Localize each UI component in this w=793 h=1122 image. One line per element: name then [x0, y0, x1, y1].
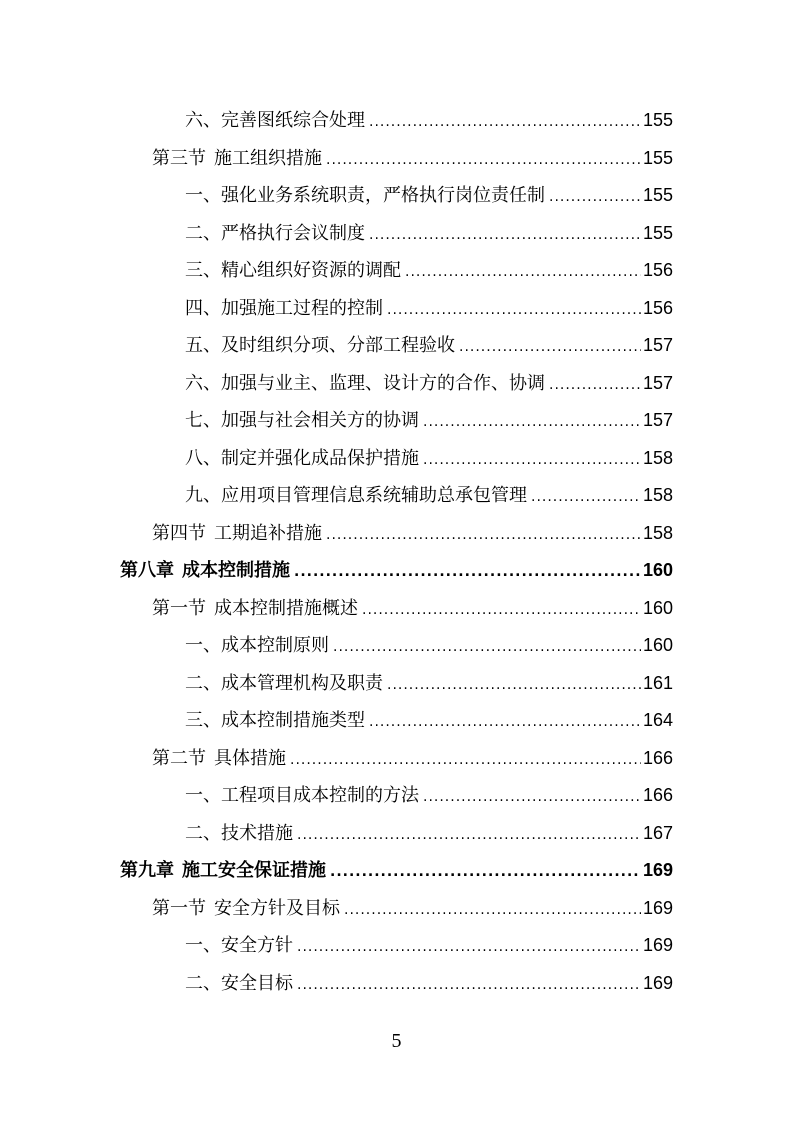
toc-entry-title: 技术措施	[221, 822, 293, 844]
toc-entry-page: 158	[642, 447, 673, 468]
toc-entry-label	[120, 856, 326, 885]
toc-item-entry[interactable]	[185, 668, 673, 698]
toc-entry-page: 169	[642, 935, 673, 955]
toc-entry-title: 严格执行会议制度	[221, 222, 365, 244]
toc-entry-page: 164	[642, 710, 673, 730]
toc-dot-leader	[459, 332, 641, 360]
toc-entry-label	[185, 444, 419, 473]
toc-entry-page: 158	[642, 485, 673, 505]
toc-item-entry[interactable]	[185, 255, 673, 285]
toc-entry-number: 二、	[185, 672, 221, 694]
toc-entry-title: 安全目标	[221, 972, 293, 994]
toc-entry-label	[185, 669, 383, 698]
toc-entry-title: 加强与社会相关方的协调	[221, 410, 419, 431]
toc-entry-label	[185, 406, 419, 435]
toc-entry-title: 制定并强化成品保护措施	[221, 447, 419, 469]
toc-dot-leader	[405, 257, 641, 285]
toc-item-entry[interactable]	[185, 780, 673, 810]
toc-dot-leader	[290, 745, 641, 773]
toc-entry-label	[152, 744, 286, 773]
toc-entry-number: 一、	[185, 785, 221, 806]
toc-entry-label	[152, 594, 358, 623]
toc-entry-number: 第八章	[120, 560, 174, 581]
toc-entry-number: 七、	[185, 410, 221, 431]
toc-dot-leader	[330, 857, 641, 885]
toc-entry-title: 成本控制原则	[221, 635, 329, 656]
toc-dot-leader	[326, 520, 641, 548]
toc-item-entry[interactable]	[185, 818, 673, 848]
toc-dot-leader	[326, 145, 641, 173]
toc-dot-leader	[531, 482, 641, 510]
toc-dot-leader	[297, 932, 641, 960]
toc-entry-number: 三、	[185, 260, 221, 281]
toc-dot-leader	[549, 370, 641, 398]
toc-entry-number: 二、	[185, 972, 221, 994]
toc-entry-label	[185, 219, 365, 248]
toc-entry-page: 158	[642, 522, 673, 543]
toc-entry-title: 精心组织好资源的调配	[221, 260, 401, 281]
toc-entry-number: 一、	[185, 185, 221, 206]
toc-dot-leader	[423, 445, 641, 473]
toc-entry-page: 160	[642, 635, 673, 655]
toc-dot-leader	[362, 595, 641, 623]
toc-section-entry[interactable]	[152, 893, 673, 923]
toc-entry-title: 成本控制措施概述	[214, 597, 358, 619]
toc-entry-title: 具体措施	[214, 747, 286, 769]
toc-entry-title: 工期追补措施	[214, 522, 322, 544]
toc-entry-number: 第九章	[120, 860, 174, 881]
toc-entry-label	[152, 144, 322, 173]
toc-entry-number: 六、	[185, 110, 221, 131]
toc-entry-page: 157	[642, 372, 673, 393]
toc-entry-label	[120, 556, 290, 585]
toc-entry-page: 160	[642, 597, 673, 618]
toc-entry-label	[185, 181, 545, 210]
toc-entry-label	[185, 294, 383, 323]
toc-entry-number: 五、	[185, 335, 221, 356]
toc-entry-number: 八、	[185, 447, 221, 469]
toc-entry-label	[185, 256, 401, 285]
toc-item-entry[interactable]	[185, 293, 673, 323]
toc-dot-leader	[369, 220, 641, 248]
toc-dot-leader	[369, 107, 641, 135]
toc-entry-number: 第一节	[152, 597, 206, 619]
toc-entry-title: 成本管理机构及职责	[221, 672, 383, 694]
toc-section-entry[interactable]	[152, 143, 673, 173]
toc-item-entry[interactable]	[185, 105, 673, 135]
toc-entry-title: 应用项目管理信息系统辅助总承包管理	[221, 485, 527, 506]
toc-entry-number: 二、	[185, 222, 221, 244]
toc-dot-leader	[333, 632, 641, 660]
toc-dot-leader	[297, 970, 641, 998]
toc-entry-label	[185, 969, 293, 998]
toc-entry-label	[152, 894, 340, 923]
toc-entry-number: 第一节	[152, 897, 206, 919]
toc-section-entry[interactable]	[152, 743, 673, 773]
toc-dot-leader	[423, 782, 641, 810]
toc-item-entry[interactable]	[185, 443, 673, 473]
toc-entry-label	[185, 819, 293, 848]
toc-entry-number: 第四节	[152, 522, 206, 544]
toc-entry-title: 加强施工过程的控制	[221, 297, 383, 319]
toc-entry-label	[185, 106, 365, 135]
toc-entry-page: 166	[642, 747, 673, 768]
toc-entry-page: 169	[642, 897, 673, 918]
toc-entry-page: 157	[642, 410, 673, 430]
toc-entry-page: 160	[642, 560, 673, 580]
toc-item-entry[interactable]	[185, 630, 673, 660]
toc-entry-title: 及时组织分项、分部工程验收	[221, 335, 455, 356]
toc-dot-leader	[344, 895, 641, 923]
toc-item-entry[interactable]	[185, 930, 673, 960]
toc-dot-leader	[294, 557, 641, 585]
toc-entry-label	[185, 706, 365, 735]
toc-entry-page: 166	[642, 785, 673, 805]
toc-entry-label	[152, 519, 322, 548]
toc-dot-leader	[387, 670, 641, 698]
toc-entry-title: 成本控制措施	[182, 560, 290, 581]
toc-chapter-entry[interactable]	[120, 855, 673, 885]
toc-entry-label	[185, 481, 527, 510]
toc-entry-page: 155	[642, 222, 673, 243]
toc-item-entry[interactable]	[185, 480, 673, 510]
toc-entry-number: 第三节	[152, 147, 206, 169]
toc-dot-leader	[387, 295, 641, 323]
toc-entry-page: 155	[642, 110, 673, 130]
toc-entry-number: 四、	[185, 297, 221, 319]
toc-entry-title: 施工安全保证措施	[182, 860, 326, 881]
toc-entry-page: 157	[642, 335, 673, 355]
toc-item-entry[interactable]	[185, 330, 673, 360]
toc-entry-page: 155	[642, 185, 673, 205]
toc-entry-title: 安全方针	[221, 935, 293, 956]
toc-entry-label	[185, 931, 293, 960]
toc-item-entry[interactable]	[185, 968, 673, 998]
toc-entry-page: 169	[642, 972, 673, 993]
toc-section-entry[interactable]	[152, 518, 673, 548]
toc-entry-label	[185, 331, 455, 360]
toc-dot-leader	[297, 820, 641, 848]
toc-item-entry[interactable]	[185, 180, 673, 210]
toc-item-entry[interactable]	[185, 705, 673, 735]
toc-item-entry[interactable]	[185, 368, 673, 398]
toc-entry-title: 工程项目成本控制的方法	[221, 785, 419, 806]
toc-entry-number: 六、	[185, 372, 221, 394]
toc-entry-label	[185, 631, 329, 660]
toc-entry-page: 156	[642, 260, 673, 280]
toc-entry-number: 一、	[185, 935, 221, 956]
toc-entry-label	[185, 369, 545, 398]
toc-entry-page: 161	[642, 672, 673, 693]
toc-entry-number: 第二节	[152, 747, 206, 769]
toc-item-entry[interactable]	[185, 218, 673, 248]
toc-entry-title: 施工组织措施	[214, 147, 322, 169]
page-number: 5	[391, 1030, 402, 1052]
toc-entry-page: 169	[642, 860, 673, 880]
toc-entry-number: 三、	[185, 710, 221, 731]
toc-entry-page: 156	[642, 297, 673, 318]
toc-entry-page: 155	[642, 147, 673, 168]
toc-entry-title: 加强与业主、监理、设计方的合作、协调	[221, 372, 545, 394]
toc-dot-leader	[369, 707, 641, 735]
toc-entry-title: 安全方针及目标	[214, 897, 340, 919]
toc-entry-number: 二、	[185, 822, 221, 844]
toc-section-entry[interactable]	[152, 593, 673, 623]
toc-entry-title: 强化业务系统职责，严格执行岗位责任制	[221, 185, 545, 206]
toc-chapter-entry[interactable]	[120, 555, 673, 585]
toc-item-entry[interactable]	[185, 405, 673, 435]
toc-entry-title: 成本控制措施类型	[221, 710, 365, 731]
toc-entry-number: 九、	[185, 485, 221, 506]
toc-dot-leader	[549, 182, 641, 210]
toc-entry-page: 167	[642, 822, 673, 843]
toc-entry-number: 一、	[185, 635, 221, 656]
toc-entry-label	[185, 781, 419, 810]
toc-entry-title: 完善图纸综合处理	[221, 110, 365, 131]
toc-dot-leader	[423, 407, 641, 435]
